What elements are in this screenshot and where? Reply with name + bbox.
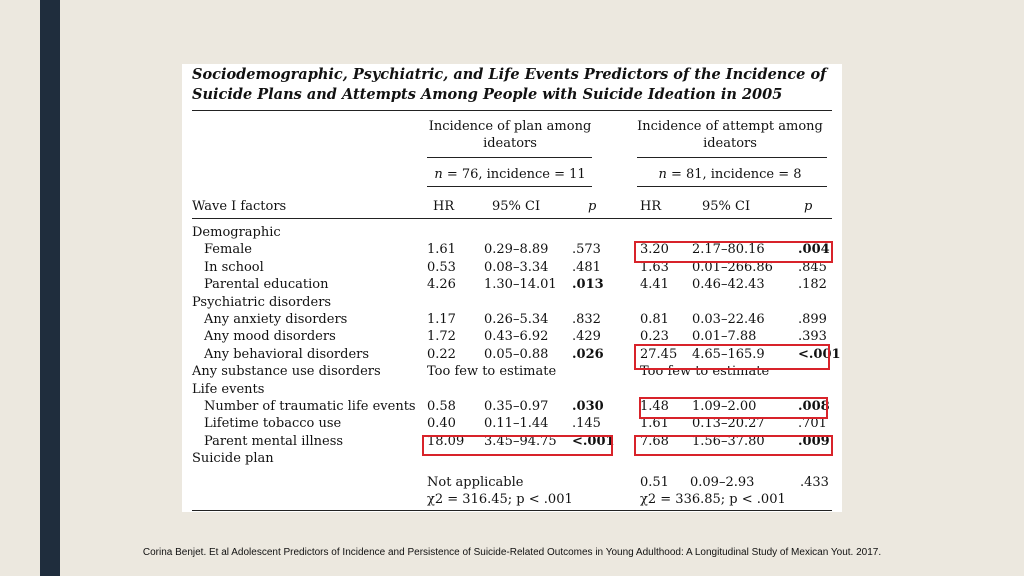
plan-p: .832 xyxy=(572,312,601,327)
attempt-hr: 3.20 xyxy=(640,242,669,258)
attempt-hr: 1.61 xyxy=(640,416,669,432)
plan-ci: 0.05–0.88 xyxy=(484,346,549,362)
row-label: Any behavioral disorders xyxy=(204,346,370,362)
highlight-parent-illness-attempt xyxy=(634,435,833,456)
row-label: Parental education xyxy=(204,277,329,293)
plan-p: .026 xyxy=(572,346,604,362)
attempt-ci: 1.56–37.80 xyxy=(692,433,765,449)
attempt-p: .008 xyxy=(798,399,830,414)
attempt-p: .004 xyxy=(798,242,830,258)
citation-caption: Corina Benjet. Et al Adolescent Predictors of Incidence and Persistence of Suicide-Related Outcomes in Young Adulthood: A Longitudinal Study of Mexican Yout. 2017. xyxy=(142,547,882,558)
row-label: Number of traumatic life events xyxy=(204,399,416,414)
attempt-ci: 4.65–165.9 xyxy=(692,346,765,362)
not-applicable: Not applicable xyxy=(427,475,524,490)
highlight-female-attempt xyxy=(634,241,833,263)
plan-ci: 0.43–6.92 xyxy=(484,329,549,345)
suicide-plan-attempt-ci: 0.09–2.93 xyxy=(690,475,755,490)
plan-hr: 18.09 xyxy=(427,433,465,449)
col-factor: Wave I factors xyxy=(192,199,287,214)
col-hr-attempt: HR xyxy=(640,199,662,214)
row-label: Any substance use disorders xyxy=(192,364,381,380)
header-bottom-rule xyxy=(192,218,832,219)
plan-ci: 1.30–14.01 xyxy=(484,277,557,293)
row-label: Lifetime tobacco use xyxy=(204,416,342,432)
plan-hr: 1.72 xyxy=(427,329,456,345)
row-label: Female xyxy=(204,242,252,258)
attempt-hr: 0.81 xyxy=(640,312,669,327)
plan-p: .013 xyxy=(572,277,604,293)
attempt-hr: 27.45 xyxy=(640,346,678,362)
plan-hr: 0.22 xyxy=(427,346,456,362)
plan-hr: 0.53 xyxy=(427,259,456,275)
col-hr-plan: HR xyxy=(433,199,455,214)
col-ci-attempt: 95% CI xyxy=(702,199,751,214)
suicide-plan-attempt-hr: 0.51 xyxy=(640,475,669,490)
n-attempt: n = 81, incidence = 8 xyxy=(658,167,802,182)
plan-p: .429 xyxy=(572,329,601,345)
attempt-ci: 2.17–80.16 xyxy=(692,242,765,258)
row-label: In school xyxy=(204,259,264,275)
plan-ci: 3.45–94.75 xyxy=(484,433,557,449)
attempt-n-rule xyxy=(637,186,827,187)
slide-side-bar xyxy=(40,0,60,576)
col-p-plan: p xyxy=(588,199,597,214)
attempt-p: .899 xyxy=(798,312,827,327)
attempt-ci: 0.01–7.88 xyxy=(692,329,757,345)
attempt-hr: 7.68 xyxy=(640,433,669,449)
plan-ci: 0.35–0.97 xyxy=(484,399,549,414)
plan-p: .030 xyxy=(572,399,604,414)
table-title: Sociodemographic, Psychiatric, and Life Events Predictors of the Incidence of Suicide Plans and Attempts Among People with Suicide Ideation in 2005 xyxy=(192,66,827,103)
n-plan: n = 76, incidence = 11 xyxy=(434,167,586,182)
plan-ci: 0.29–8.89 xyxy=(484,242,549,258)
plan-hr: 0.40 xyxy=(427,416,456,432)
row-label: Any mood disorders xyxy=(204,329,336,345)
plan-p: <.001 xyxy=(572,433,615,449)
plan-hr: 0.58 xyxy=(427,399,456,414)
attempt-p: .845 xyxy=(798,259,827,275)
row-label: Parent mental illness xyxy=(204,433,344,449)
plan-group-rule xyxy=(427,157,592,158)
attempt-hr: 4.41 xyxy=(640,277,669,293)
plan-p: .145 xyxy=(572,416,601,432)
attempt-p: .182 xyxy=(798,277,827,293)
plan-hr: 1.17 xyxy=(427,312,456,327)
plan-ci: 0.08–3.34 xyxy=(484,259,549,275)
attempt-ci: 0.01–266.86 xyxy=(692,259,773,275)
col-p-attempt: p xyxy=(804,199,813,214)
attempt-p: <.001 xyxy=(798,346,841,362)
attempt-p: .009 xyxy=(798,433,830,449)
plan-ci: 0.11–1.44 xyxy=(484,416,549,432)
row-label: Demographic xyxy=(192,225,281,240)
plan-ci: 0.26–5.34 xyxy=(484,312,549,327)
plan-hr: 1.61 xyxy=(427,242,456,258)
table-document xyxy=(182,64,842,512)
attempt-ci: 0.03–22.46 xyxy=(692,312,765,327)
bottom-rule xyxy=(192,510,832,511)
row-label: Any anxiety disorders xyxy=(204,312,348,327)
plan-note: Too few to estimate xyxy=(427,364,557,380)
col-ci-plan: 95% CI xyxy=(492,199,541,214)
attempt-hr: 1.63 xyxy=(640,259,669,275)
attempt-p: .701 xyxy=(798,416,827,432)
attempt-hr: 0.23 xyxy=(640,329,669,345)
row-label: Suicide plan xyxy=(192,451,274,467)
attempt-hr: 1.48 xyxy=(640,399,669,414)
attempt-ci: 1.09–2.00 xyxy=(692,399,757,414)
attempt-note: Too few to estimate xyxy=(640,364,770,380)
chi-square-plan: χ2 = 316.45; p < .001 xyxy=(427,492,573,507)
attempt-ci: 0.46–42.43 xyxy=(692,277,765,293)
row-label: Psychiatric disorders xyxy=(192,294,332,310)
group-plan-header: Incidence of plan among ideators xyxy=(428,119,592,151)
attempt-ci: 0.13–20.27 xyxy=(692,416,765,432)
attempt-group-rule xyxy=(637,157,827,158)
plan-n-rule xyxy=(427,186,592,187)
group-attempt-header: Incidence of attempt among ideators xyxy=(637,119,823,151)
chi-square-attempt: χ2 = 336.85; p < .001 xyxy=(640,492,786,507)
highlight-traumatic-attempt xyxy=(639,397,828,419)
attempt-p: .393 xyxy=(798,329,827,345)
suicide-plan-attempt-p: .433 xyxy=(800,475,829,490)
highlight-behavioral-attempt xyxy=(634,344,830,370)
top-rule xyxy=(192,110,832,111)
highlight-parent-illness-plan xyxy=(422,435,613,456)
plan-hr: 4.26 xyxy=(427,277,456,293)
row-label: Life events xyxy=(192,381,265,397)
plan-p: .573 xyxy=(572,242,601,258)
plan-p: .481 xyxy=(572,259,601,275)
